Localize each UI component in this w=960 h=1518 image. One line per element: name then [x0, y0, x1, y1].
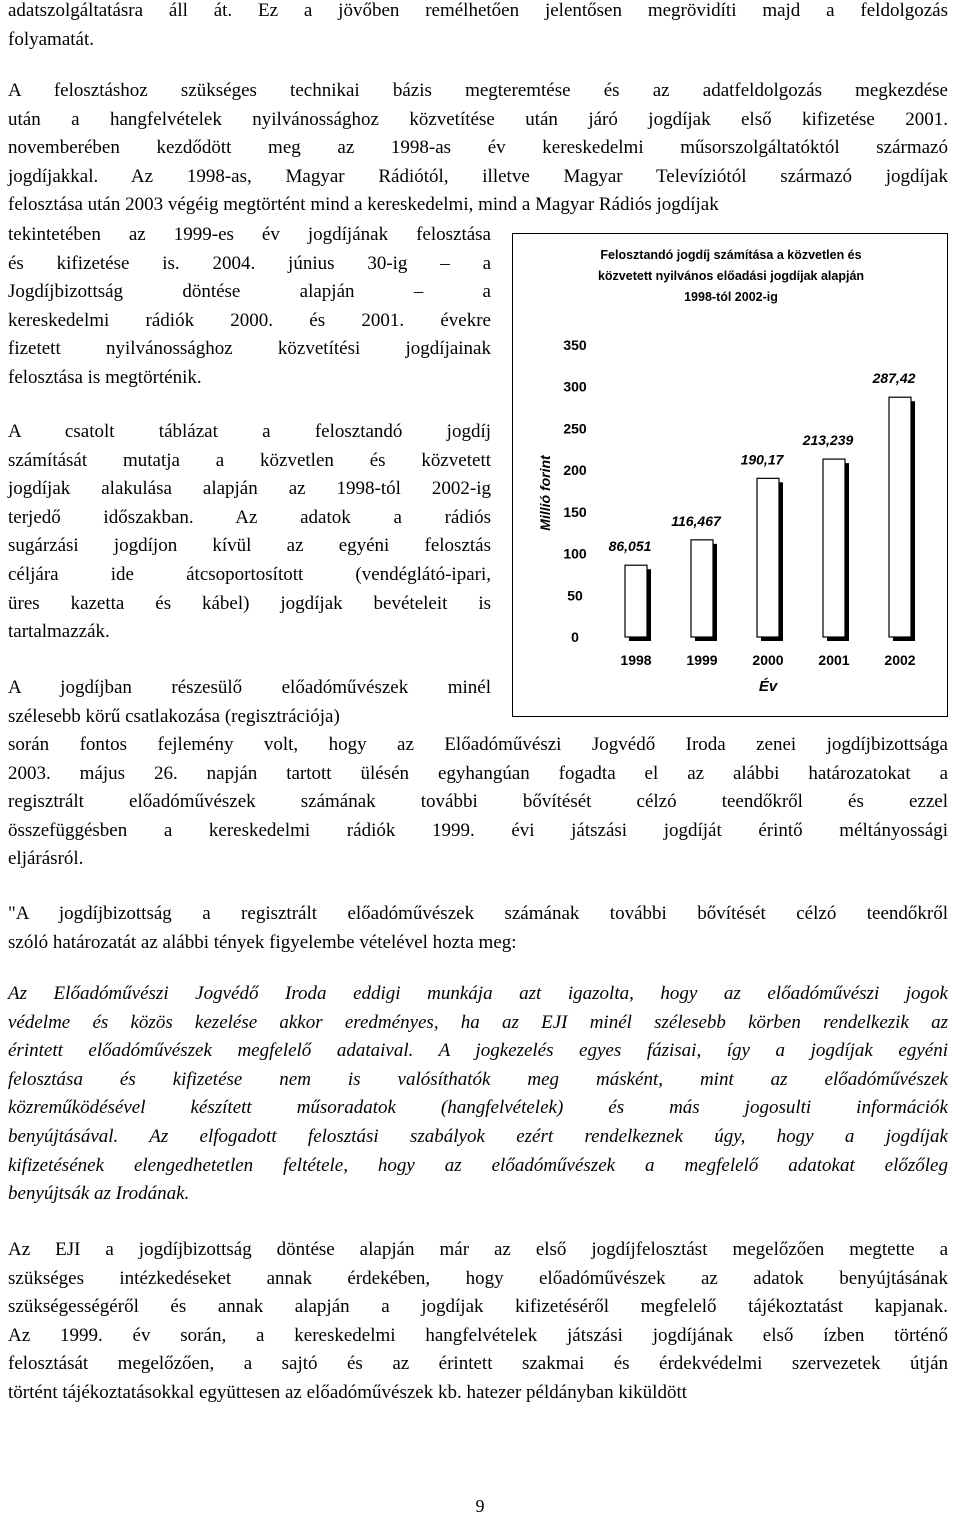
y-tick-label: 50 [567, 587, 583, 604]
text-line: benyújtsák az Irodának. [8, 1183, 190, 1205]
y-tick-label: 200 [563, 462, 587, 479]
text-line: A felosztáshoz szükséges technikai bázis megteremtése és az adatfeldolgozás megkezdése [8, 80, 948, 101]
bar-value-label: 116,467 [671, 512, 721, 529]
text-line: szükségességéről és annak alapján a jogdíjak kifizetéséről megfelelő tájékoztatást kapjanak. [8, 1296, 948, 1318]
paragraph-eji-measures [8, 1236, 948, 1408]
paragraph-technical-basis [8, 77, 948, 220]
text-line: Az 1999. év során, a kereskedelmi hangfelvételek játszási jogdíjának első ízben történő [8, 1324, 948, 1346]
text-line: fizetett nyilvánossághoz közvetítési jogdíjainak [8, 338, 491, 360]
paragraph-registration-rest [8, 731, 948, 874]
text-line: szélesebb körű csatlakozása (regisztrációja) [8, 705, 340, 727]
text-line: felosztása is megtörténik. [8, 366, 202, 388]
bar [691, 540, 713, 637]
text-line: kereskedelmi rádiók 2000. és 2001. évekre [8, 309, 491, 331]
text-line: Az EJI a jogdíjbizottság döntése alapján már az első jogdíjfelosztást megelőzően megtette a [8, 1239, 948, 1260]
text-line: jogdíjakkal. Az 1998-as, Magyar Rádiótól, illetve Magyar Televíziótól származó jogdíjak [8, 165, 948, 187]
paragraph-intro [8, 0, 948, 54]
text-line: védelme és közös kezelése akkor eredményes, ha az EJI minél szélesebb körben rendelkezik az [8, 1011, 948, 1033]
text-line: után a hangfelvételek nyilvánossághoz közvetítése után járó jogdíjak első kifizetése 2001. [8, 108, 948, 130]
y-tick-label: 300 [563, 378, 587, 395]
text-line: "A jogdíjbizottság a regisztrált előadóművészek számának további bővítését célzó teendőkről [8, 903, 948, 924]
y-axis-label: Millió forint [537, 455, 553, 531]
text-line: felosztása után 2003 végéig megtörtént mind a kereskedelmi, mind a Magyar Rádiós jogdíjak [8, 194, 719, 216]
x-axis-label: Év [758, 678, 778, 695]
text-line: eljárásról. [8, 848, 84, 870]
text-line: során fontos fejlemény volt, hogy az Előadóművészi Jogvédő Iroda zenei jogdíjbizottsága [8, 734, 948, 755]
text-line: tekintetében az 1999-es év jogdíjának felosztása [8, 224, 491, 245]
text-line: érintett előadóművészek megfelelő adataival. A jogkezelés egyes fázisai, így a jogdíjak egyéni [8, 1040, 948, 1062]
text-line: sugárzási jogdíjon kívül az egyéni felosztás [8, 535, 491, 557]
royalty-bar-chart [512, 233, 948, 717]
text-line: folyamatát. [8, 28, 94, 50]
text-line: terjedő időszakban. Az adatok a rádiós [8, 506, 491, 528]
paragraph-attached-table [8, 418, 491, 647]
bar-value-label: 287,42 [872, 370, 916, 387]
y-tick-label: 150 [563, 503, 587, 520]
chart-title-line: közvetett nyilvános előadási jogdíjak alapján [597, 269, 865, 283]
bar [889, 397, 911, 637]
x-tick-label: 2000 [752, 652, 784, 668]
text-line: regisztrált előadóművészek számának további bővítését célzó teendőkről és ezzel [8, 791, 948, 813]
y-tick-label: 0 [571, 629, 579, 645]
y-tick-label: 350 [563, 337, 587, 353]
text-line: jogdíjak alakulása alapján az 1998-tól 2002-ig [8, 478, 491, 500]
bar-value-label: 213,239 [802, 432, 854, 449]
text-line: és kifizetése is. 2004. június 30-ig – a [8, 252, 491, 274]
y-tick-label: 100 [563, 545, 587, 562]
bar [823, 459, 845, 637]
y-tick-label: 250 [563, 420, 587, 437]
text-line: A csatolt táblázat a felosztandó jogdíj [8, 421, 491, 442]
x-tick-label: 1998 [620, 652, 652, 668]
x-tick-label: 1999 [686, 652, 718, 668]
text-line: Jogdíjbizottság döntése alapján – a [8, 281, 491, 303]
chart-title-line: 1998-tól 2002-ig [684, 290, 778, 304]
chart-title-line: Felosztandó jogdíj számítása a közvetlen és [600, 248, 862, 262]
text-line: A jogdíjban részesülő előadóművészek minél [8, 677, 491, 698]
x-tick-label: 2001 [818, 652, 850, 668]
bar [625, 565, 647, 637]
text-line: üres kazetta és kábel) jogdíjak bevételeit is [8, 592, 491, 614]
text-line: szóló határozatát az alábbi tények figyelembe vételével hozta meg: [8, 931, 517, 953]
text-line: 2003. május 26. napján tartott ülésén egyhangúan fogadta el az alábbi határozatokat a [8, 762, 948, 784]
chart-canvas [513, 234, 949, 718]
paragraph-resolution-italic [8, 980, 948, 1209]
text-line: Az Előadóművészi Jogvédő Iroda eddigi munkája azt igazolta, hogy az előadóművészi jogok [8, 983, 948, 1004]
text-line: benyújtásával. Az elfogadott felosztási szabályok ezért rendelkeznek úgy, hogy a jogdíjak [8, 1125, 948, 1147]
text-line: történt tájékoztatásokkal együttesen az előadóművészek kb. hatezer példányban kiküldött [8, 1381, 687, 1403]
text-line: felosztását megelőzően, a sajtó és az érintett szakmai és érdekvédelmi szervezetek útján [8, 1353, 948, 1375]
text-line: tartalmazzák. [8, 621, 110, 643]
page-number: 9 [475, 1496, 485, 1516]
paragraph-distribution-1999 [8, 221, 491, 393]
text-line: szükséges intézkedéseket annak érdekében, hogy előadóművészek az adatok benyújtásának [8, 1267, 948, 1289]
paragraph-registration-start [8, 674, 491, 731]
text-line: novemberében kezdődött meg az 1998-as év kereskedelmi műsorszolgáltatóktól származó [8, 137, 948, 159]
bar-value-label: 86,051 [608, 538, 652, 555]
text-line: számítását mutatja a közvetlen és közvetett [8, 449, 491, 471]
text-line: felosztása és kifizetése nem is valósíthatók meg másként, mint az előadóművészek [8, 1068, 948, 1090]
bar [757, 478, 779, 637]
text-line: közreműködésével készített műsoradatok (hangfelvételek) és más jogosulti információk [8, 1097, 948, 1119]
text-line: céljára ide átcsoportosított (vendéglátó-ipari, [8, 563, 491, 585]
text-line: adatszolgáltatásra áll át. Ez a jövőben remélhetően jelentősen megrövidíti majd a feldolgozás [8, 0, 948, 21]
text-line: összefüggésben a kereskedelmi rádiók 1999. évi játszási jogdíját érintő méltányossági [8, 819, 948, 841]
paragraph-resolution-quote [8, 900, 948, 957]
bar-value-label: 190,17 [740, 451, 784, 468]
x-tick-label: 2002 [884, 652, 916, 668]
text-line: kifizetésének elengedhetetlen feltétele, hogy az előadóművészek a megfelelő adatokat előzőleg [8, 1154, 948, 1176]
